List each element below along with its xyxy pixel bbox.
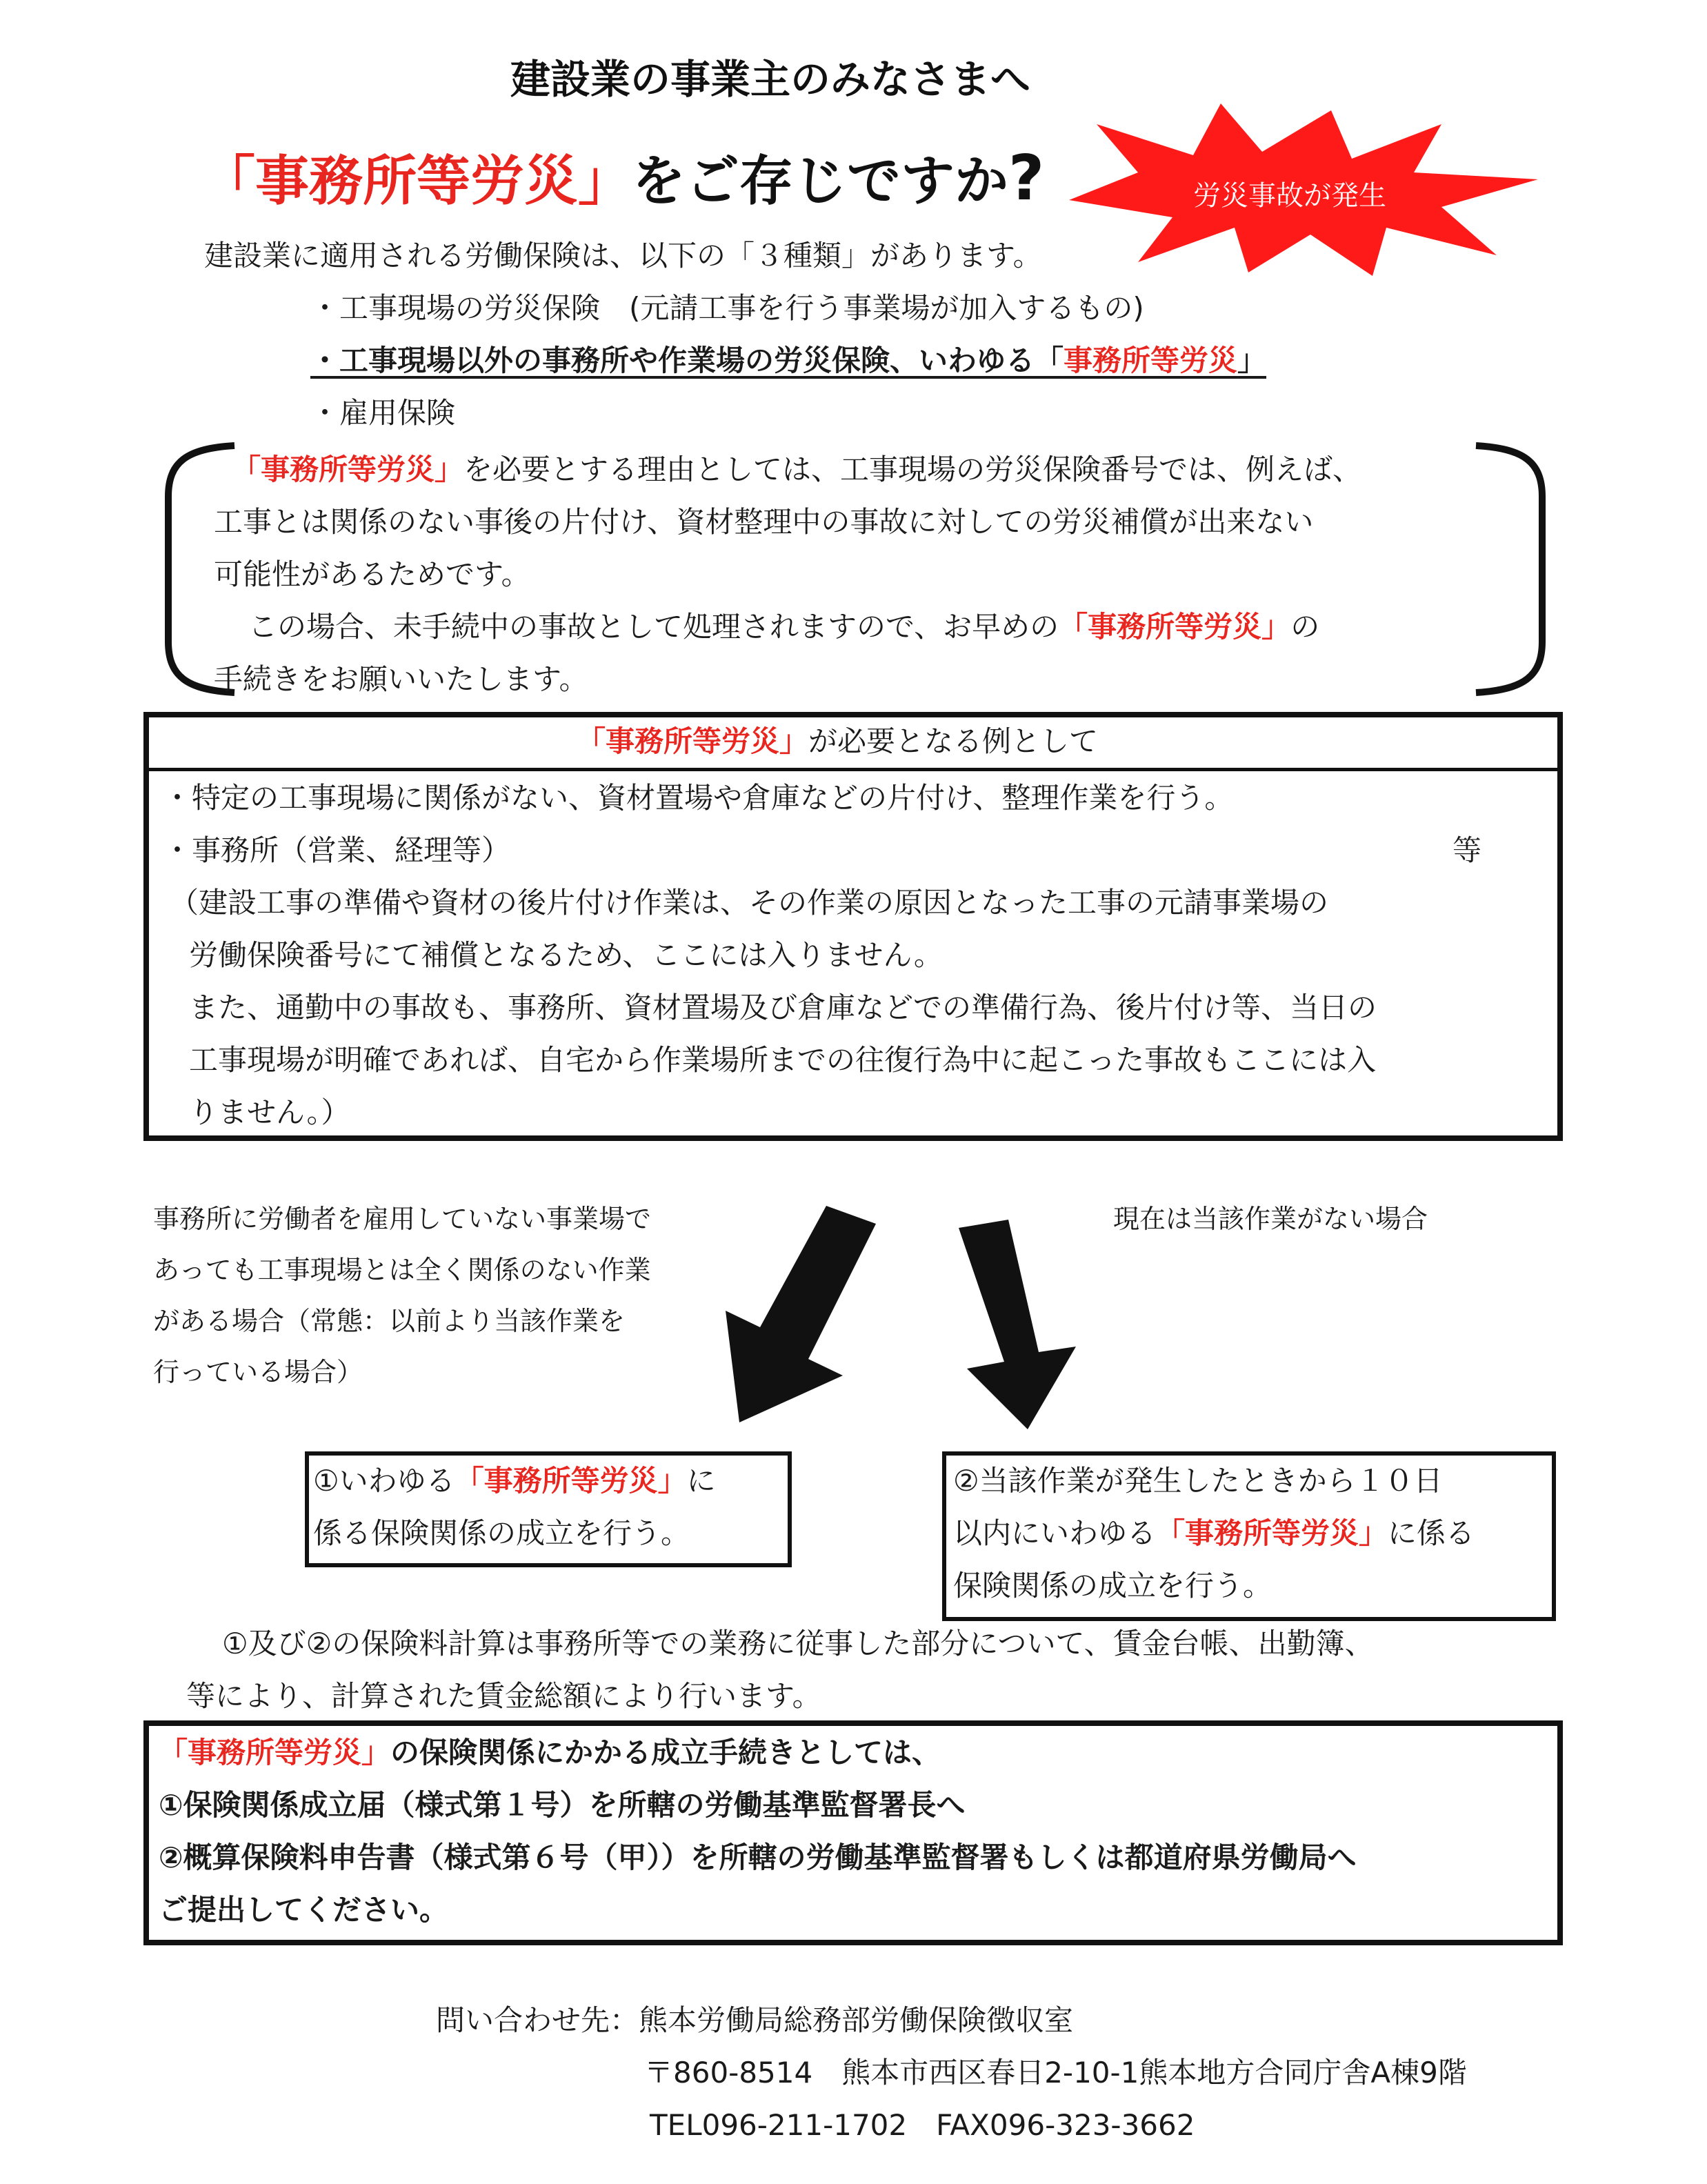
reason-line-1 <box>232 455 1361 484</box>
option-2-suffix: に係る <box>1388 1516 1475 1550</box>
option-1-prefix: ①いわゆる <box>313 1464 455 1498</box>
calc-line-1: ①及び②の保険料計算は事務所等での業務に従事した部分について、賃金台帳、出勤簿、 <box>222 1627 1374 1660</box>
reason-line-4 <box>248 610 1320 644</box>
procedure-line-3: ②概算保険料申告書（様式第６号（甲））を所轄の労働基準監督署もしくは都道府県労働局へ <box>159 1840 1357 1874</box>
question-mark: ? <box>1008 142 1045 215</box>
procedure-text-1: の保険関係にかかる成立手続きとしては、 <box>390 1736 941 1769</box>
option-1-line-2: 係る保険関係の成立を行う。 <box>313 1516 690 1550</box>
case-right-line-1: 現在は当該作業がない場合 <box>1113 1204 1428 1234</box>
procedure-line-4: ご提出してください。 <box>159 1893 449 1927</box>
example-note-2: 労働保険番号にて補償となるため、ここには入りません。 <box>189 938 943 972</box>
reason-highlight-1: 「事務所等労災」 <box>232 453 464 486</box>
option-2-prefix: 以内にいわゆる <box>953 1516 1157 1550</box>
option-2-line-2 <box>953 1516 1475 1550</box>
option-2-box <box>942 1451 1556 1621</box>
intro-line: 建設業に適用される労働保険は、以下の「３種類」があります。 <box>204 239 1042 272</box>
examples-title <box>577 724 1099 758</box>
procedure-box <box>143 1720 1563 1945</box>
arrow-down-left-icon <box>710 1200 890 1428</box>
procedure-line-1 <box>159 1738 941 1767</box>
subtitle <box>201 138 1044 215</box>
example-item-2-etc: 等 <box>1453 833 1482 867</box>
intro-bullet-1: ・工事現場の労災保険 (元請工事を行う事業場が加入するもの) <box>310 291 1144 325</box>
example-item-1: ・特定の工事現場に関係がない、資材置場や倉庫などの片付け、整理作業を行う。 <box>163 781 1234 815</box>
case-left-line-3: がある場合（常態：以前より当該作業を <box>153 1306 626 1336</box>
contact-label: 問い合わせ先：熊本労働局総務部労働保険徴収室 <box>436 2003 1074 2037</box>
reason-line-5: 手続きをお願いいたします。 <box>214 662 588 696</box>
right-bracket-decoration <box>1469 441 1552 697</box>
examples-box <box>143 712 1563 1141</box>
reason-highlight-4: 「事務所等労災」 <box>1059 610 1291 644</box>
example-note-1: （建設工事の準備や資材の後片付け作業は、その作業の原因となった工事の元請事業場の <box>170 886 1329 920</box>
subtitle-text: をご存じですか <box>632 150 1009 212</box>
example-note-3: また、通勤中の事故も、事務所、資材置場及び倉庫などでの準備行為、後片付け等、当日の <box>189 991 1377 1024</box>
subtitle-highlight: 「事務所等労災」 <box>201 150 632 212</box>
procedure-highlight: 「事務所等労災」 <box>159 1736 391 1769</box>
examples-title-text: が必要となる例として <box>808 724 1099 758</box>
example-item-2: ・事務所（営業、経理等） <box>163 833 511 867</box>
reason-text-1: を必要とする理由としては、工事現場の労災保険番号では、例えば、 <box>463 453 1362 486</box>
option-1-highlight: 「事務所等労災」 <box>455 1464 687 1498</box>
calc-line-2: 等により、計算された賃金総額により行います。 <box>186 1679 821 1713</box>
arrow-down-right-icon <box>952 1214 1090 1435</box>
example-note-4: 工事現場が明確であれば、自宅から作業場所までの往復行為中に起こった事故もここには入 <box>189 1043 1377 1077</box>
case-left-line-2: あっても工事現場とは全く関係のない作業 <box>153 1255 651 1285</box>
contact-address: 〒860-8514 熊本市西区春日2-10-1熊本地方合同庁舎A棟9階 <box>644 2056 1467 2089</box>
reason-text-4: この場合、未手続中の事故として処理されますので、お早めの <box>248 610 1059 644</box>
case-left-line-4: 行っている場合） <box>153 1357 363 1387</box>
reason-line-3: 可能性があるためです。 <box>214 557 530 591</box>
burst-label: 労災事故が発生 <box>1193 180 1386 212</box>
page-title: 建設業の事業主のみなさまへ <box>510 56 1031 103</box>
contact-phone: TEL096-211-1702 FAX096-323-3662 <box>650 2108 1195 2142</box>
intro-bullet-2-highlight: 事務所等労災 <box>1064 344 1238 377</box>
option-2-highlight: 「事務所等労災」 <box>1156 1516 1388 1550</box>
option-1-suffix: に <box>686 1464 716 1498</box>
examples-title-row <box>149 717 1557 771</box>
option-1-box <box>305 1451 792 1567</box>
reason-line-2: 工事とは関係のない事後の片付け、資材整理中の事故に対しての労災補償が出来ない <box>214 505 1314 539</box>
option-2-line-3: 保険関係の成立を行う。 <box>953 1569 1272 1602</box>
case-left-line-1: 事務所に労働者を雇用していない事業場で <box>153 1204 652 1234</box>
reason-suffix-4: の <box>1290 610 1320 644</box>
intro-bullet-2 <box>310 346 1266 375</box>
intro-bullet-2-suffix: 」 <box>1237 344 1267 377</box>
intro-bullet-2-prefix: ・工事現場以外の事務所や作業場の労災保険、いわゆる「 <box>310 344 1064 377</box>
examples-title-highlight: 「事務所等労災」 <box>577 724 809 758</box>
option-2-line-1: ②当該作業が発生したときから１０日 <box>953 1464 1443 1498</box>
intro-bullet-3: ・雇用保険 <box>310 396 456 430</box>
procedure-line-2: ①保険関係成立届（様式第１号）を所轄の労働基準監督署長へ <box>159 1788 966 1822</box>
example-note-5: りません。） <box>189 1095 350 1129</box>
option-1-line-1 <box>313 1464 716 1498</box>
